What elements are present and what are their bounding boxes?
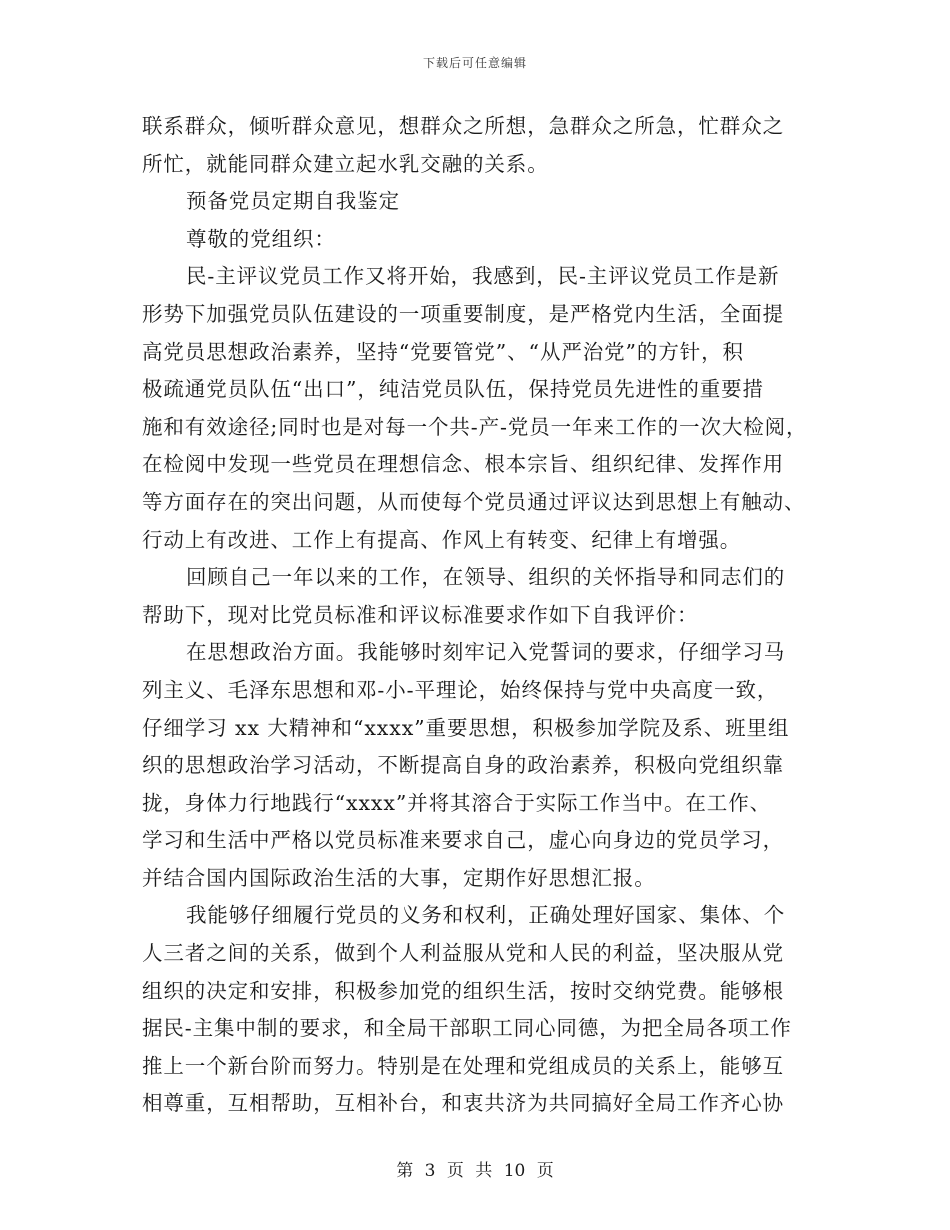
text-line: 帮助下，现对比党员标准和评议标准要求作如下自我评价： [142,602,699,627]
text-line: 民-主评议党员工作又将开始，我感到，民-主评议党员工作是新 [186,264,780,289]
document-body [142,108,814,1123]
text-line: 所忙，就能同群众建立起水乳交融的关系。 [142,151,549,176]
text-line: 尊敬的党组织： [186,226,336,251]
text-line: 相尊重，互相帮助，互相补台，和衷共济为共同搞好全局工作齐心协 [142,1091,784,1116]
text-line: 在检阅中发现一些党员在理想信念、根本宗旨、组织纪律、发挥作用 [142,452,784,477]
text-line: 高党员思想政治素养，坚持“党要管党”、“从严治党”的方针，积 [142,339,744,364]
text-line: 组织的决定和安排，积极参加党的组织生活，按时交纳党费。能够根 [142,978,784,1003]
text-line: 行动上有改进、工作上有提高、作风上有转变、纪律上有增强。 [142,527,742,552]
text-line: 等方面存在的突出问题，从而使每个党员通过评议达到思想上有触动、 [142,489,806,514]
text-line: 我能够仔细履行党员的义务和权利，正确处理好国家、集体、个 [186,903,786,928]
text-line: 学习和生活中严格以党员标准来要求自己，虚心向身边的党员学习， [142,828,784,853]
text-line: 织的思想政治学习活动，不断提高自身的政治素养，积极向党组织靠 [142,753,784,778]
text-line: 预备党员定期自我鉴定 [186,189,400,214]
text-line: 极疏通党员队伍“出口”，纯洁党员队伍，保持党员先进性的重要措 [142,377,764,402]
text-line: 拢，身体力行地践行“xxxx”并将其溶合于实际工作当中。在工作、 [142,790,772,815]
text-line: 据民-主集中制的要求，和全局干部职工同心同德，为把全局各项工作 [142,1016,792,1041]
text-line: 施和有效途径;同时也是对每一个共-产-党员一年来工作的一次大检阅， [142,414,808,439]
text-line: 回顾自己一年以来的工作，在领导、组织的关怀指导和同志们的 [186,565,786,590]
text-line: 在思想政治方面。我能够时刻牢记入党誓词的要求，仔细学习马 [186,640,786,665]
text-line: 仔细学习 xx 大精神和“xxxx”重要思想，积极参加学院及系、班里组 [142,715,790,740]
text-line: 人三者之间的关系，做到个人利益服从党和人民的利益，坚决服从党 [142,941,784,966]
text-line: 联系群众，倾听群众意见，想群众之所想，急群众之所急，忙群众之 [142,114,784,138]
text-line: 列主义、毛泽东思想和邓-小-平理论，始终保持与党中央高度一致， [142,677,779,702]
page-header: 下载后可任意编辑 [422,56,527,70]
text-line: 并结合国内国际政治生活的大事，定期作好思想汇报。 [142,865,656,890]
text-line: 形势下加强党员队伍建设的一项重要制度，是严格党内生活，全面提 [142,301,784,326]
text-line: 推上一个新台阶而努力。特别是在处理和党组成员的关系上，能够互 [142,1053,784,1078]
page-footer: 第 3 页 共 10 页 [396,1161,554,1181]
